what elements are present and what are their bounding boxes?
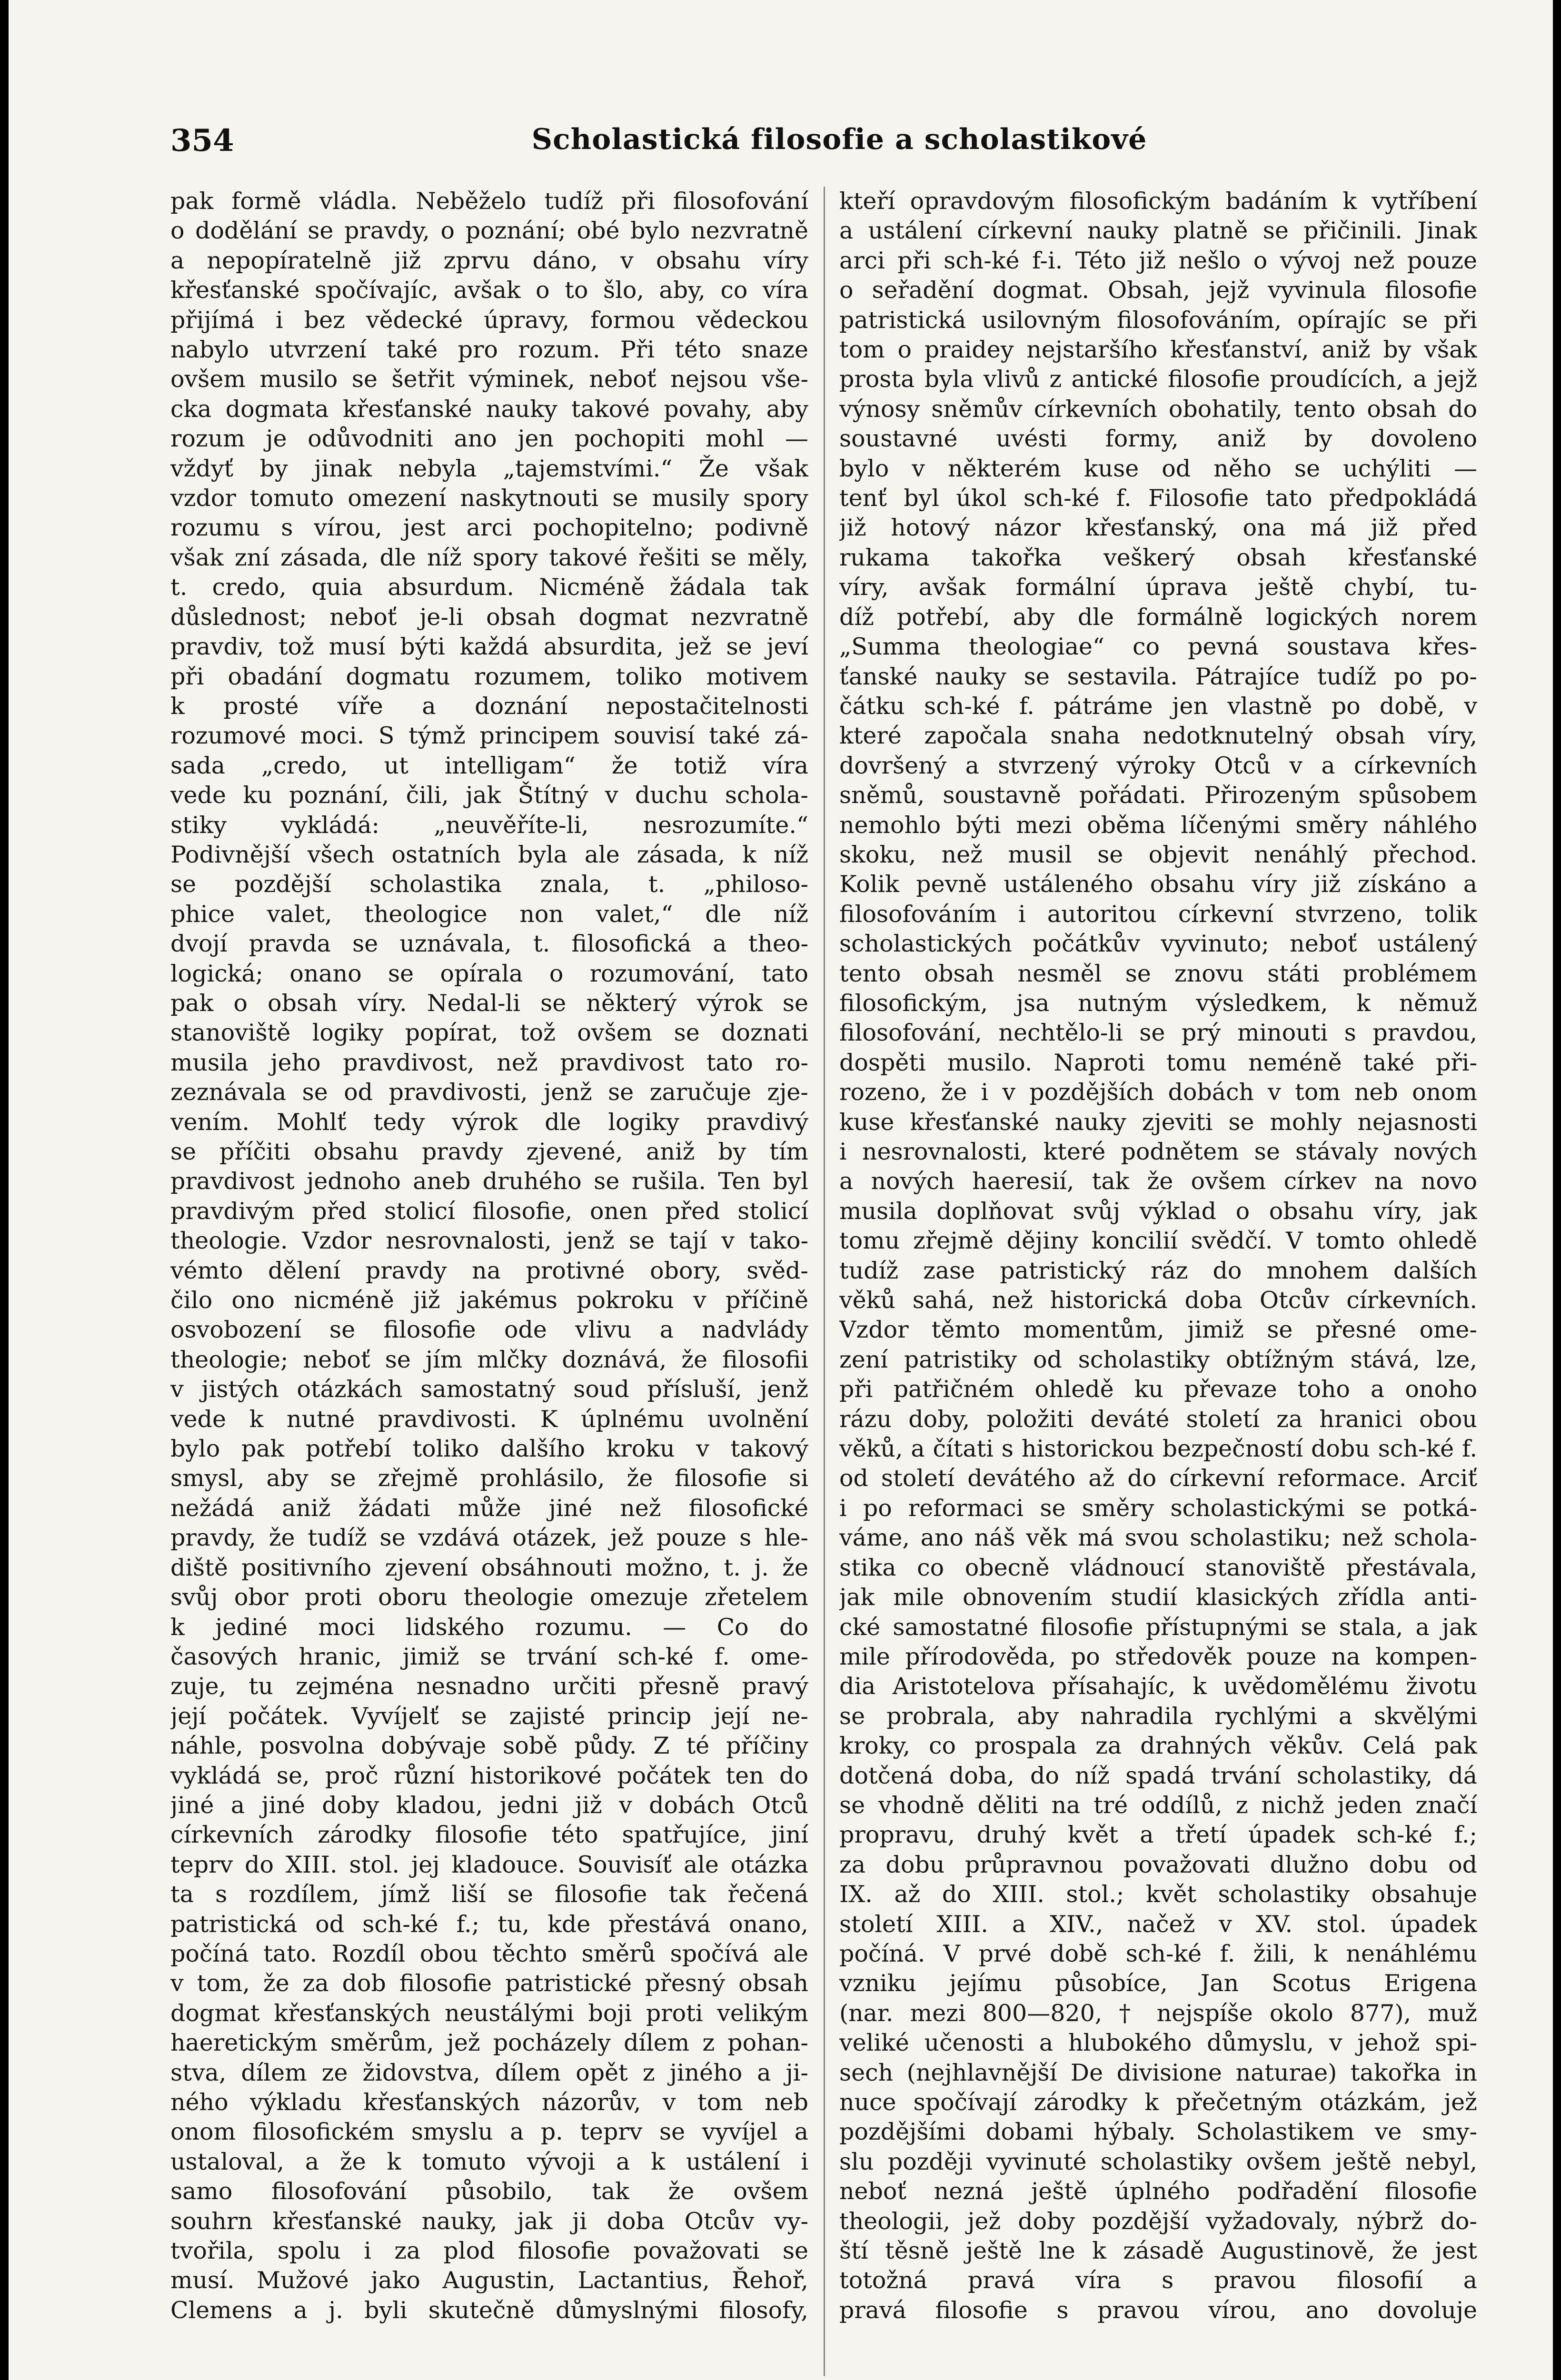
text-line: zení patristiky od scholastiky obtížným stává, lze, — [839, 1346, 1477, 1373]
text-line: za dobu průpravnou považovati dlužno dobu od — [839, 1851, 1477, 1878]
text-line: vémto dělení pravdy na protivné obory, svěd- — [170, 1257, 808, 1284]
text-line: onom filosofickém smyslu a p. teprv se vyvíjel a — [170, 2118, 808, 2146]
text-line: čátku sch-ké f. pátráme jen vlastně po době, v — [839, 692, 1477, 720]
text-line: souhrn křesťanské nauky, jak ji doba Otcův vy- — [170, 2207, 808, 2235]
text-line: rozum je odůvodniti ano jen pochopiti mohl — — [170, 425, 808, 453]
text-line: skoku, než musil se objevit nenáhlý přechod. — [839, 841, 1477, 868]
text-line: jiné a jiné doby kladou, jedni již v dobách Otců — [170, 1791, 808, 1819]
text-line: o dodělání se pravdy, o poznání; obé bylo nezvratně — [170, 217, 808, 245]
text-line: čilo ono nicméně již jakémus pokroku v příčině — [170, 1287, 808, 1314]
text-line: „Summa theologiae“ co pevná soustava křes- — [839, 633, 1477, 661]
text-line: smysl, aby se zřejmě prohlásilo, že filosofie si — [170, 1465, 808, 1492]
text-line: a nepopíratelně již zprvu dáno, v obsahu víry — [170, 247, 808, 274]
left-text-column — [170, 187, 808, 2380]
page-number: 354 — [170, 123, 234, 159]
text-line: které započala snaha nedotknutelný obsah víry, — [839, 722, 1477, 750]
text-line: dospěti musilo. Naproti tomu neméně také při- — [839, 1049, 1477, 1076]
text-line: vede ku poznání, čili, jak Štítný v duchu schola- — [170, 782, 808, 809]
text-line: dogmat křesťanských neustálými boji proti velikým — [170, 1999, 808, 2027]
text-line: a nových haeresií, tak že ovšem církev na novo — [839, 1168, 1477, 1195]
text-line: i po reformaci se směry scholastickými se potká- — [839, 1494, 1477, 1522]
text-line: t. credo, quia absurdum. Nicméně žádala tak — [170, 574, 808, 601]
text-line: důslednost; neboť je-li obsah dogmat nezvratně — [170, 603, 808, 631]
text-line: mile přírodověda, po středověk pouze na kompen- — [839, 1643, 1477, 1670]
text-line: křesťanské spočívajíc, avšak o to šlo, aby, co víra — [170, 277, 808, 304]
text-line: totožná pravá víra s pravou filosofií a — [839, 2267, 1477, 2294]
text-line: musila doplňovat svůj výklad o obsahu víry, jak — [839, 1197, 1477, 1225]
text-line: scholastických počátkův vyvinuto; neboť ustálený — [839, 930, 1477, 958]
text-line: se vhodně děliti na tré oddílů, z nichž jeden značí — [839, 1791, 1477, 1819]
column-divider — [824, 187, 825, 2376]
text-line: ští těsně ještě lne k zásadě Augustinově, že jest — [839, 2237, 1477, 2265]
text-line: se příčiti obsahu pravdy zjevené, aniž by tím — [170, 1138, 808, 1165]
text-line: rukama takořka veškerý obsah křesťanské — [839, 544, 1477, 571]
text-line: při patřičném ohledě ku převaze toho a onoho — [839, 1376, 1477, 1403]
text-line: díž potřebí, aby dle formálně logických norem — [839, 603, 1477, 631]
text-line: ťanské nauky se sestavila. Pátrajíce tudíž po po- — [839, 663, 1477, 690]
text-line: neboť nezná ještě úplného podřadění filosofie — [839, 2178, 1477, 2205]
text-line: vykládá se, proč různí historikové počátek ten do — [170, 1762, 808, 1789]
text-line: vením. Mohlť tedy výrok dle logiky pravdivý — [170, 1108, 808, 1136]
text-line: tvořila, spolu i za plod filosofie považovati se — [170, 2237, 808, 2265]
text-line: kroky, co prospala za drahných věkův. Celá pak — [839, 1732, 1477, 1760]
text-line: theologii, jež doby pozdější vyžadovaly, nýbrž do- — [839, 2207, 1477, 2235]
text-line: haeretickým směrům, jež pocházely dílem z pohan- — [170, 2029, 808, 2057]
text-line: výnosy sněmův církevních obohatily, tento obsah do — [839, 395, 1477, 423]
right-text-column — [839, 187, 1477, 2380]
text-line: patristická usilovným filosofováním, opírajíc se při — [839, 306, 1477, 334]
text-line: stika co obecně vládnoucí stanoviště přestávala, — [839, 1554, 1477, 1581]
text-line: k jediné moci lidského rozumu. — Co do — [170, 1613, 808, 1641]
text-line: cka dogmata křesťanské nauky takové povahy, aby — [170, 395, 808, 423]
text-line: dvojí pravda se uznávala, t. filosofická a theo- — [170, 930, 808, 958]
text-line: theologie; neboť se jím mlčky doznává, že filosofii — [170, 1346, 808, 1373]
text-line: pravá filosofie s pravou vírou, ano dovoluje — [839, 2296, 1477, 2324]
text-line: rozumové moci. S týmž principem souvisí také zá- — [170, 722, 808, 750]
text-line: ovšem musilo se šetřit výminek, neboť nejsou vše- — [170, 366, 808, 393]
text-line: diště positivního zjevení obsáhnouti možno, t. j. že — [170, 1554, 808, 1581]
text-line: IX. až do XIII. stol.; květ scholastiky obsahuje — [839, 1881, 1477, 1908]
text-line: zeznávala se od pravdivosti, jenž se zaručuje zje- — [170, 1079, 808, 1106]
text-line: o seřadění dogmat. Obsah, jejž vyvinula filosofie — [839, 277, 1477, 304]
text-line: tom o praidey nejstaršího křesťanství, aniž by však — [839, 336, 1477, 364]
text-line: cké samostatné filosofie přístupnými se stala, a jak — [839, 1613, 1477, 1641]
text-line: se probrala, aby nahradila rychlými a skvělými — [839, 1702, 1477, 1730]
text-line: musí. Mužové jako Augustin, Lactantius, Řehoř, — [170, 2267, 808, 2294]
text-line: pravdy, že tudíž se vzdává otázek, jež pouze s hle- — [170, 1524, 808, 1552]
text-line: stva, dílem ze židovstva, dílem opět z jiného a ji- — [170, 2059, 808, 2086]
text-line: i nesrovnalosti, které podnětem se stávaly nových — [839, 1138, 1477, 1165]
text-line: a ustálení církevní nauky platně se přičinili. Jinak — [839, 217, 1477, 245]
text-line: soustavné uvésti formy, aniž by dovoleno — [839, 425, 1477, 453]
text-line: vždyť by jinak nebyla „tajemstvími.“ Že však — [170, 455, 808, 482]
text-line: v jistých otázkách samostatný soud přísluší, jenž — [170, 1376, 808, 1403]
text-line: při obadání dogmatu rozumem, toliko motivem — [170, 663, 808, 690]
text-line: časových hranic, jimiž se trvání sch-ké f. ome- — [170, 1643, 808, 1670]
text-line: nežádá aniž žádati může jiné než filosofické — [170, 1494, 808, 1522]
text-line: (nar. mezi 800—820, † nejspíše okolo 877), muž — [839, 1999, 1477, 2027]
text-line: náhle, posvolna dobývaje sobě půdy. Z té příčiny — [170, 1732, 808, 1760]
text-line: sněmů, soustavně pořádati. Přirozeným spůsobem — [839, 782, 1477, 809]
text-line: teprv do XIII. stol. jej kladouce. Souvisíť ale otázka — [170, 1851, 808, 1878]
text-line: kteří opravdovým filosofickým badáním k vytříbení — [839, 188, 1477, 215]
text-line: sada „credo, ut intelligam“ že totiž víra — [170, 752, 808, 779]
text-line: tento obsah nesměl se znovu státi problémem — [839, 960, 1477, 987]
text-line: pravdivost jednoho aneb druhého se rušila. Ten byl — [170, 1168, 808, 1195]
page-header — [170, 123, 1508, 161]
text-line: nemohlo býti mezi oběma líčenými směry náhlého — [839, 811, 1477, 839]
text-line: musila jeho pravdivost, než pravdivost tato ro- — [170, 1049, 808, 1076]
text-line: bylo pak potřebí toliko dalšího kroku v takový — [170, 1435, 808, 1463]
text-line: Clemens a j. byli skutečně důmyslnými filosofy, — [170, 2296, 808, 2324]
text-line: logická; onano se opírala o rozumování, tato — [170, 960, 808, 987]
text-line: počíná. V prvé době sch-ké f. žili, k nenáhlému — [839, 1940, 1477, 1967]
text-line: prosta byla vlivů z antické filosofie proudících, a jejž — [839, 366, 1477, 393]
text-line: veliké učenosti a hlubokého důmyslu, v jehož spi- — [839, 2029, 1477, 2057]
text-line: tomu zřejmě dějiny koncilií svědčí. V tomto ohledě — [839, 1227, 1477, 1255]
text-line: již hotový názor křesťanský, ona má již před — [839, 514, 1477, 542]
text-line: kuse křesťanské nauky zjeviti se mohly nejasnosti — [839, 1108, 1477, 1136]
text-line: Kolik pevně ustáleného obsahu víry již získáno a — [839, 871, 1477, 898]
text-line: její počátek. Vyvíjelť se zajisté princip její ne- — [170, 1702, 808, 1730]
text-line: pak o obsah víry. Nedal-li se některý výrok se — [170, 989, 808, 1017]
text-line: století XIII. a XIV., načež v XV. stol. úpadek — [839, 1910, 1477, 1938]
text-line: však zní zásada, dle níž spory takové řešiti se měly, — [170, 544, 808, 571]
text-line: patristická od sch-ké f.; tu, kde přestává onano, — [170, 1910, 808, 1938]
text-line: v tom, že za dob filosofie patristické přesný obsah — [170, 1970, 808, 1997]
text-line: slu později vyvinuté scholastiky ovšem ještě nebyl, — [839, 2148, 1477, 2175]
text-line: pozdějšími dobami hýbaly. Scholastikem ve smy- — [839, 2118, 1477, 2146]
text-line: theologie. Vzdor nesrovnalosti, jenž se tají v tako- — [170, 1227, 808, 1255]
text-line: ustaloval, a že k tomuto vývoji a k ustálení i — [170, 2148, 808, 2175]
text-line: svůj obor proti oboru theologie omezuje zřetelem — [170, 1584, 808, 1611]
text-line: váme, ano náš věk má svou scholastiku; než schola- — [839, 1524, 1477, 1552]
text-line: samo filosofování působilo, tak že ovšem — [170, 2178, 808, 2205]
text-line: nabylo utvrzení také pro rozum. Při této snaze — [170, 336, 808, 364]
text-line: nuce spočívají zárodky k přečetným otázkám, jež — [839, 2089, 1477, 2116]
text-line: osvobození se filosofie ode vlivu a nadvlády — [170, 1316, 808, 1344]
text-line: vzniku jejímu působíce, Jan Scotus Erigena — [839, 1970, 1477, 1997]
text-line: vzdor tomuto omezení naskytnouti se musily spory — [170, 485, 808, 512]
text-line: rázu doby, položiti deváté století za hranici obou — [839, 1405, 1477, 1433]
text-line: jak mile obnovením studií klasických zřídla anti- — [839, 1584, 1477, 1611]
text-line: tenť byl úkol sch-ké f. Filosofie tato předpokládá — [839, 485, 1477, 512]
text-line: pak formě vládla. Neběželo tudíž při filosofování — [170, 188, 808, 215]
text-line: od století devátého až do církevní reformace. Arciť — [839, 1465, 1477, 1492]
book-page — [9, 0, 1553, 2380]
text-line: ného výkladu křesťanských názorův, v tom neb — [170, 2089, 808, 2116]
text-line: dovršený a stvrzený výroky Otců v a církevních — [839, 752, 1477, 779]
text-line: Vzdor těmto momentům, jimiž se přesné ome- — [839, 1316, 1477, 1344]
text-line: bylo v některém kuse od něho se uchýliti — — [839, 455, 1477, 482]
text-line: sech (nejhlavnější De divisione naturae) takořka in — [839, 2059, 1477, 2086]
text-line: dia Aristotelova přísahajíc, k uvědomělému životu — [839, 1673, 1477, 1700]
text-line: vede k nutné pravdivosti. K úplnému uvolnění — [170, 1405, 808, 1433]
text-line: počíná tato. Rozdíl obou těchto směrů spočívá ale — [170, 1940, 808, 1967]
text-line: ta s rozdílem, jímž liší se filosofie tak řečená — [170, 1881, 808, 1908]
text-line: věků, a čítati s historickou bezpečností dobu sch-ké f. — [839, 1435, 1477, 1463]
text-line: stanoviště logiky popírat, tož ovšem se doznati — [170, 1019, 808, 1047]
text-line: pravdiv, tož musí býti každá absurdita, jež se jeví — [170, 633, 808, 661]
text-line: přijímá i bez vědecké úpravy, formou vědeckou — [170, 306, 808, 334]
text-line: filosofickým, jsa nutným výsledkem, k němuž — [839, 989, 1477, 1017]
text-line: věků sahá, než historická doba Otcův církevních. — [839, 1287, 1477, 1314]
text-line: rozumu s vírou, jest arci pochopitelno; podivně — [170, 514, 808, 542]
text-line: phice valet, theologice non valet,“ dle níž — [170, 900, 808, 928]
running-title: Scholastická filosofie a scholastikové — [531, 123, 1147, 156]
text-line: církevních zárodky filosofie této spatřujíce, jiní — [170, 1821, 808, 1849]
text-line: stiky vykládá: „neuvěříte-li, nesrozumíte.“ — [170, 811, 808, 839]
text-line: arci při sch-ké f-i. Této již nešlo o vývoj než pouze — [839, 247, 1477, 274]
text-line: dotčená doba, do níž spadá trvání scholastiky, dá — [839, 1762, 1477, 1789]
text-line: víry, avšak formální úprava ještě chybí, tu- — [839, 574, 1477, 601]
text-line: filosofováním i autoritou církevní stvrzeno, tolik — [839, 900, 1477, 928]
text-line: tudíž zase patristický ráz do mnohem dalších — [839, 1257, 1477, 1284]
text-line: se pozdější scholastika znala, t. „philoso- — [170, 871, 808, 898]
text-line: rozeno, že i v pozdějších dobách v tom neb onom — [839, 1079, 1477, 1106]
text-line: propravu, druhý květ a třetí úpadek sch-ké f.; — [839, 1821, 1477, 1849]
text-line: k prosté víře a doznání nepostačitelnosti — [170, 692, 808, 720]
text-line: pravdivým před stolicí filosofie, onen před stolicí — [170, 1197, 808, 1225]
text-line: zuje, tu zejména nesnadno určiti přesně pravý — [170, 1673, 808, 1700]
text-line: filosofování, nechtělo-li se prý minouti s pravdou, — [839, 1019, 1477, 1047]
text-line: Podivnější všech ostatních byla ale zásada, k níž — [170, 841, 808, 868]
